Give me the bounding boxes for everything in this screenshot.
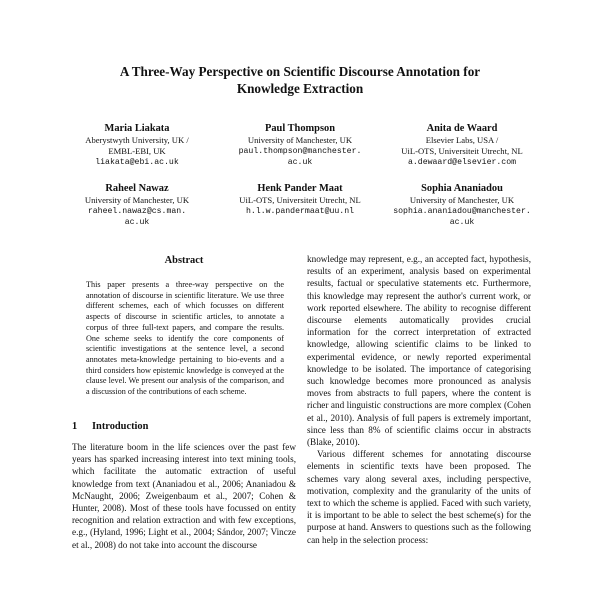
author-email-continued[interactable]: ac.uk: [124, 218, 150, 227]
author-email[interactable]: a.dewaard@elsevier.com: [407, 158, 517, 167]
author-email-continued[interactable]: ac.uk: [287, 158, 313, 167]
body-paragraph: The literature boom in the life sciences over the past few years has sparked increasing interest into text mining tools, which facilitate the automatic extraction of useful knowledge from text (Ananiadou et al., 2006; Ananiadou & McNaught, 2006; Zweigenbaum et al., 2007; Cohen & Hunter, 2008). Most of these tools have focussed on entity recognition and relation extraction and with few exceptions, e.g., (Hyland, 1996; Light et al., 2004; Sándor, 2007; Vincze et al., 2008) do not take into account the discourse: [72, 442, 296, 550]
author-email[interactable]: h.l.w.pandermaat@uu.nl: [245, 207, 355, 216]
section-title: Introduction: [92, 421, 149, 432]
author-affiliation: UiL-OTS, Universiteit Utrecht, NL: [401, 146, 523, 156]
author-block: [374, 182, 550, 228]
author-block: [49, 182, 225, 228]
author-name: Paul Thompson: [265, 123, 335, 134]
author-affiliation: UiL-OTS, Universiteit Utrecht, NL: [239, 195, 361, 205]
author-block: [374, 122, 550, 168]
author-name: Henk Pander Maat: [257, 183, 343, 194]
body-paragraph: knowledge may represent, e.g., an accepted fact, hypothesis, results of an experiment, analysis based on experimental results, factual or speculative statements etc. Furthermore, this knowledge may represent the author's current work, or work reported elsewhere. The ability to recognise different discourse elements automatically provides crucial information for the correct interpretation of extracted knowledge, allowing scientific claims to be linked to experimental evidence, or newly reported experimental knowledge to be isolated. The importance of categorising such knowledge becomes more pronounced as analysis moves from abstracts to full papers, where the content is richer and linguistic constructions are more complex (Cohen et al., 2010). Analysis of full papers is extremely important, since less than 8% of scientific claims occur in abstracts (Blake, 2010).: [307, 254, 531, 448]
section-number: 1: [72, 421, 78, 432]
title-line-1: A Three-Way Perspective on Scientific Discourse Annotation for: [119, 64, 481, 79]
author-affiliation: University of Manchester, UK: [409, 195, 515, 205]
title-line-2: Knowledge Extraction: [236, 81, 364, 96]
author-affiliation: Elsevier Labs, USA /: [425, 135, 499, 145]
author-affiliation: University of Manchester, UK: [84, 195, 190, 205]
author-name: Raheel Nawaz: [105, 183, 169, 194]
body-paragraph: Various different schemes for annotating discourse elements in scientific texts have been proposed. The schemes vary along several axes, including perspective, motivation, complexity and the granularity of the units of text to which the scheme is applied. Faced with such variety, it is important to be able to select the best scheme(s) for the purpose at hand. Answers to questions such as the following can help in the selection process:: [307, 449, 531, 545]
author-name: Anita de Waard: [426, 123, 498, 134]
paper-title: [60, 63, 540, 97]
right-column: [307, 253, 531, 600]
author-name: Sophia Ananiadou: [421, 183, 503, 194]
abstract-text: This paper presents a three-way perspective on the annotation of discourse in scientific literature. We use three different schemes, each of which focusses on different aspects of discourse in scientific articles, to annotate a corpus of three full-text papers, and compare the results. One scheme seeks to identify the core components of scientific investigations at the sentence level, a second annotates meta-knowledge pertaining to bio-events and a third considers how epistemic knowledge is conveyed at the clause level. We present our analysis of the comparison, and a discussion of the contributions of each scheme.: [86, 280, 284, 397]
author-email-continued[interactable]: ac.uk: [449, 218, 475, 227]
author-block: [212, 122, 388, 168]
abstract-heading: Abstract: [164, 255, 204, 266]
author-email[interactable]: raheel.nawaz@cs.man.: [87, 207, 187, 216]
author-affiliation: EMBL-EBI, UK: [108, 146, 166, 156]
section-heading: [72, 421, 296, 432]
author-name: Maria Liakata: [104, 123, 170, 134]
author-email[interactable]: paul.thompson@manchester.: [238, 147, 362, 156]
author-email[interactable]: liakata@ebi.ac.uk: [95, 158, 179, 167]
author-email[interactable]: sophia.ananiadou@manchester.: [393, 207, 531, 216]
author-affiliation: Aberystwyth University, UK /: [85, 135, 189, 145]
author-affiliation: University of Manchester, UK: [247, 135, 353, 145]
author-block: [212, 182, 388, 217]
introduction-text: [72, 441, 296, 600]
author-block: [49, 122, 225, 168]
